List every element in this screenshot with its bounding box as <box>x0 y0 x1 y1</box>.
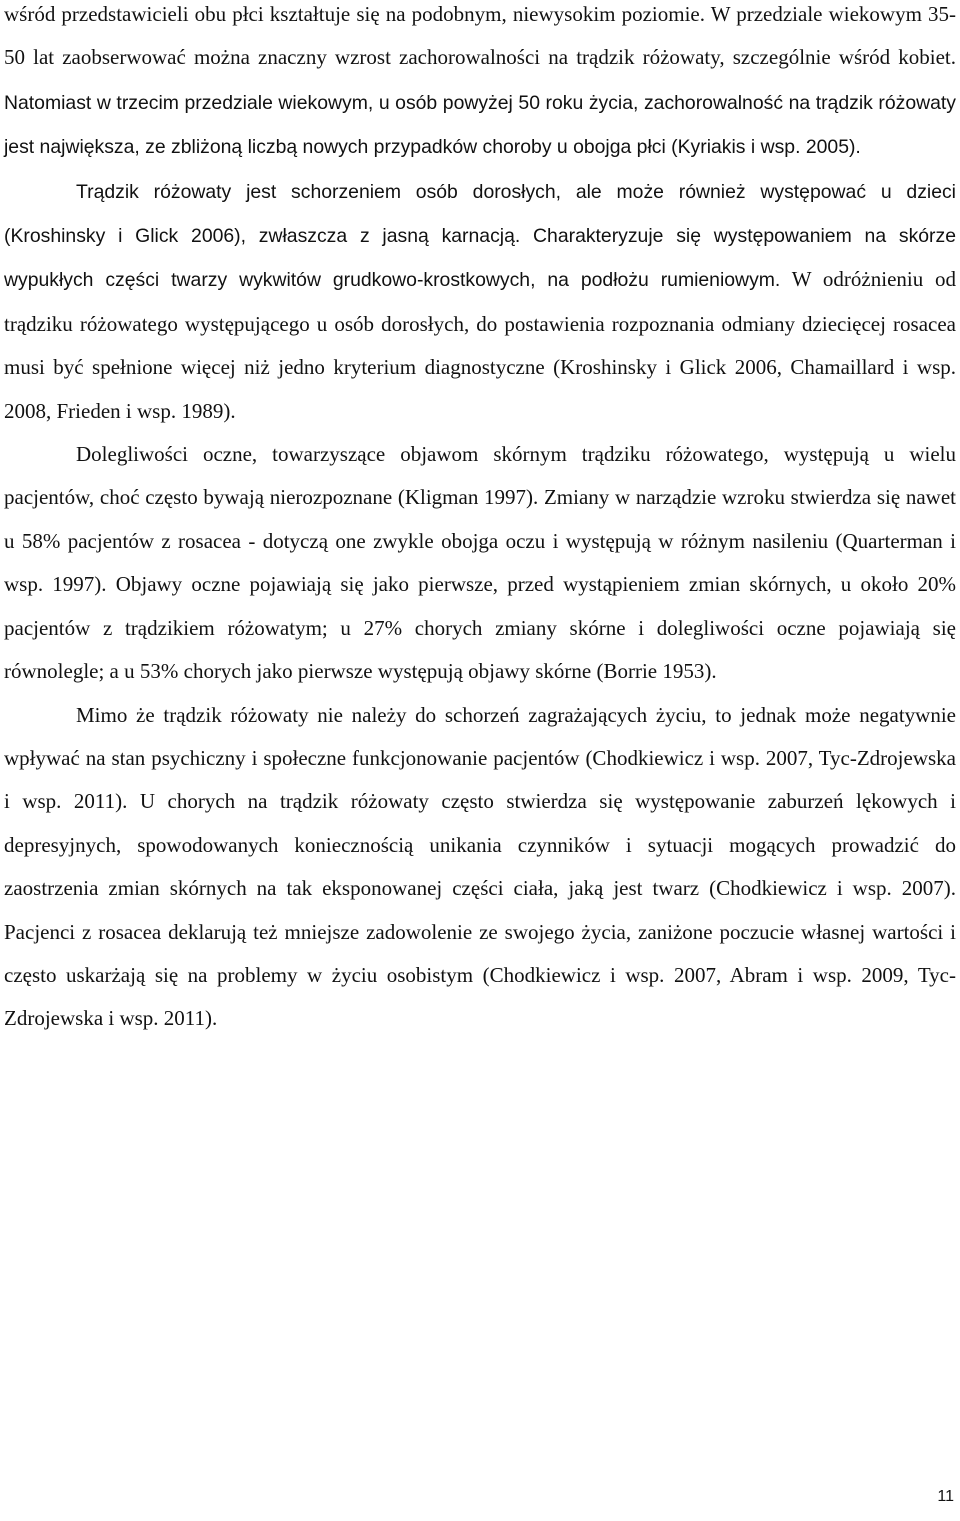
body-text <box>4 0 956 1041</box>
paragraph-text: wśród przedstawicieli obu płci kształtuje się na podobnym, niewysokim poziomie. W przedziale wiekowym 35-50 lat zaobserwować można znaczny wzrost zachorowalności na trądzik różowaty, szczególnie wśród kobiet. <box>4 2 956 70</box>
paragraph <box>4 170 956 433</box>
paragraph: Mimo że trądzik różowaty nie należy do schorzeń zagrażających życiu, to jednak może negatywnie wpływać na stan psychiczny i społeczne funkcjonowanie pacjentów (Chodkiewicz i wsp. 2007, Tyc-Zdrojewska i wsp. 2011). U chorych na trądzik różowaty często stwierdza się występowanie zaburzeń lękowych i depresyjnych, spowodowanych koniecznością unikania czynników i sytuacji mogących prowadzić do zaostrzenia zmian skórnych na tak eksponowanej części ciała, jaką jest twarz (Chodkiewicz i wsp. 2007). Pacjenci z rosacea deklarują też mniejsze zadowolenie ze swojego życia, zaniżone poczucie własnej wartości i często uskarżają się na problemy w życiu osobistym (Chodkiewicz i wsp. 2007, Abram i wsp. 2009, Tyc-Zdrojewska i wsp. 2011). <box>4 702 956 1031</box>
paragraph-text-sans: Charakteryzuje się występowaniem na skórze wypukłych części twarzy wykwitów grudkowo-krostkowych, na podłożu rumieniowym. <box>4 225 956 292</box>
paragraph-text-sans: Natomiast w trzecim przedziale wiekowym, u osób powyżej 50 roku życia, zachorowalność na trądzik różowaty jest największa, ze zbliżoną liczbą nowych przypadków choroby u obojga płci (Kyriakis i wsp. 2005). <box>4 91 956 159</box>
paragraph-text: W odróżnieniu od trądziku różowatego występującego u osób dorosłych, do postawienia rozpoznania odmiany dziecięcej rosacea musi być spełnione więcej niż jedno kryterium diagnostyczne (Kroshinsky i Glick 2006, Chamaillard i wsp. 2008, Frieden i wsp. 1989). <box>4 267 957 423</box>
page-number: 11 <box>937 1488 954 1505</box>
paragraph: Dolegliwości oczne, towarzyszące objawom skórnym trądziku różowatego, występują u wielu pacjentów, choć często bywają nierozpoznane (Kligman 1997). Zmiany w narządzie wzroku stwierdza się nawet u 58% pacjentów z rosacea - dotyczą one zwykle obojga oczu i występują w różnym nasileniu (Quarterman i wsp. 1997). Objawy oczne pojawiają się jako pierwsze, przed wystąpieniem zmian skórnych, u około 20% pacjentów z trądzikiem różowatym; u 27% chorych zmiany skórne i dolegliwości oczne pojawiają się równolegle; a u 53% chorych jako pierwsze występują objawy skórne (Borrie 1953). <box>4 442 956 684</box>
paragraph-text-sans: Trądzik różowaty jest schorzeniem osób dorosłych, ale może również występować u dzieci (Kroshinsky i Glick 2006), zwłaszcza z jasną karnacją. <box>4 180 956 248</box>
paragraph <box>4 0 956 170</box>
